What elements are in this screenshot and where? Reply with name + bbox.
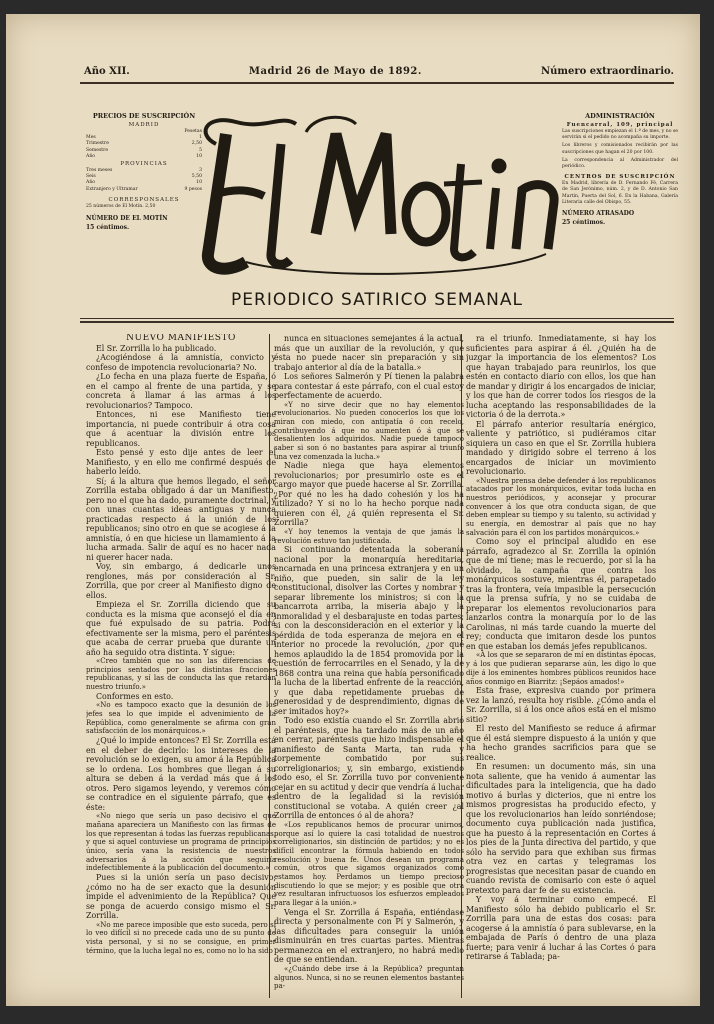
price-value: 9 pesos bbox=[184, 186, 202, 192]
article-paragraph: Voy, sin embargo, á dedicarle unos renglones, más por consideración al Sr. Zorrilla, que por creer al Manifiesto digno de ellos. bbox=[86, 562, 276, 600]
article-paragraph: El Sr. Zorrilla lo ha publicado. bbox=[96, 343, 217, 353]
article-paragraph: Entonces, ni ese Manifiesto tiene importancia, ni puede contribuir á otra cosa que á acentuar la división entre los republicanos. bbox=[86, 410, 276, 448]
article-paragraph: En resumen: un documento más, sin una nota saliente, que ha venido á aumentar las dificultades para la inteligencia, que ha dado motivo á burlas y dicterios, que ni entre los mismos progresistas ha producido efecto, y que los revolucionarios han leído sonriéndose; documento cuya publicación nada justifica, que ha puesto á la representación en Cortes á los pies de la Junta directiva del partido, y que sólo ha servido para que exhiban sus firmas otra vez en cartas y telegramas los progresistas que necesitan pasar de cuando en cuando revista de comisario con este ó aquel pretexto para dar fe de su existencia. bbox=[466, 762, 656, 895]
admin-paragraph: Las suscripciones empiezan el 1.º de mes, y no se servirán si el pedido no acompaña su importe. bbox=[562, 129, 678, 141]
article-paragraph: «Y hoy tenemos la ventaja de que jamás la revolución estuvo tan justificada. bbox=[274, 527, 464, 545]
article-paragraph: Los señores Salmerón y Pí tienen la palabra para contestar á este párrafo, con el cual estoy perfectamente de acuerdo. bbox=[274, 372, 464, 400]
masthead-logo bbox=[186, 104, 566, 284]
masthead-subtitle: PERIODICO SATIRICO SEMANAL bbox=[231, 290, 523, 310]
article-column-1 bbox=[86, 334, 276, 1002]
numero-heading: NÚMERO DE EL MOTÍN bbox=[86, 215, 168, 223]
header-line bbox=[84, 66, 674, 77]
price-value: 5,50 bbox=[191, 174, 202, 180]
price-label: Año bbox=[86, 180, 96, 186]
article-paragraph: «No me parece imposible que esto suceda, pero sí lo veo difícil si no precede cada uno de su punto de vista personal, y si no se consigue, en primer término, que la lucha legal no es, como no lo ha sido bbox=[86, 920, 276, 955]
article-column-2 bbox=[274, 334, 464, 1002]
price-value: 10 bbox=[196, 180, 202, 186]
numero-price: 15 céntimos. bbox=[86, 224, 130, 232]
article-paragraph: Esta frase, expresiva cuando por primera vez la lanzó, resulta hoy risible. ¿Cómo anda el Sr. Zorrilla, si á los once años está en el mismo sitio? bbox=[466, 686, 656, 724]
price-label: Extranjero y Ultramar bbox=[86, 186, 138, 192]
article-title: NUEVO MANIFIESTO bbox=[126, 334, 236, 343]
article-paragraph: «Nuestra prensa debe defender á los republicanos atacados por los monárquicos, evitar toda lucha en nuestros periódicos, y aconsejar y procurar convencer á los que otra conducta sigan, de que deben emplear su tiempo y su talento, su actividad y su energía, en demostrar al país que no hay salvación para él con los partidos monárquicos.» bbox=[466, 476, 656, 537]
corresponsales-text: 25 números de El Motín. 2,50 bbox=[86, 203, 156, 209]
article-paragraph: «Y no sirve decir que no hay elementos revolucionarios. No pueden conocerlos los que los miran con miedo, con antipatía ó con recelo, contribuyendo á que no aumenten ó á que se desalienten los adquiridos. Nadie puede tampoco saber si son ó no bastantes para aspirar al triunfo una vez comenzada la lucha.» bbox=[274, 400, 464, 461]
price-value: 5 bbox=[199, 147, 202, 153]
subtitle-rule-double bbox=[80, 321, 674, 323]
price-value: 3 bbox=[199, 168, 202, 174]
price-value: 10 bbox=[196, 153, 202, 159]
article-paragraph: Sí; á la altura que hemos llegado, el señor Zorrilla estaba obligado á dar un Manifiesto, pero no el que ha dado, puramente doctrinal, y con unas cuantas ideas antiguas y nunca practicadas respecto á la unión de los republicanos; sino otro en que se acogiese á la amnistía, ó en que hiciese un llamamiento á la lucha armada. Salir de aquí es no hacer nada ni querer hacer nada. bbox=[86, 476, 276, 562]
article-paragraph: Y voy á terminar como empecé. El Manifiesto sólo ha debido publicarlo el Sr. Zorrilla para una de estas dos cosas: para acogerse á la amnistía ó para sublevarse, en la embajada de París ó dentro de una plaza fuerte; para venir á luchar á las Cortes ó para retirarse á Tablada; pa- bbox=[466, 895, 656, 962]
article-paragraph: Venga el Sr. Zorrilla á España, entiéndase directa y personalmente con Pí y Salmerón, y las dificultades para conseguir la unión disminuirán en tres cuartas partes. Mientras permanezca en el extranjero, no habrá medio de que se entiendan. bbox=[274, 907, 464, 965]
article-paragraph: «Creo también que no son las diferencias de principios sentados por las distintas fracciones republicanas, y sí las de conducta las que retardan nuestro triunfo.» bbox=[86, 657, 276, 692]
price-label: Trimestre bbox=[86, 141, 109, 147]
article-paragraph: ¿Qué lo impide entonces? El Sr. Zorrilla está en el deber de decirlo: los intereses de la revolución se lo exigen, su amor á la República se lo ordena. Los hombres que llegan á su altura se deben á la verdad más que á los otros. Pero sigamos leyendo, y veremos cómo se contradice en el siguiente párrafo, que es éste: bbox=[86, 736, 276, 812]
price-label: Año bbox=[86, 153, 96, 159]
article-paragraph: Todo eso existía cuando el Sr. Zorrilla abrió el paréntesis, que ha tardado más de un año en cerrar, paréntesis que hizo indispensable el manifiesto de Santa Marta, tan ruda y torpemente combatido por sus correligionarios; y, sin embargo, existiendo todo eso, el Sr. Zorrilla tuvo por conveniente cejar en su actitud y decir que vendría á luchar dentro de la legalidad si la revisión constitucional se votaba. A quién creer ¿al Zorrilla de entonces ó al de ahora? bbox=[274, 716, 464, 821]
article-paragraph: ¿Acogiéndose á la amnistía, convicto y confeso de impotencia revolucionaria? No. bbox=[86, 353, 276, 372]
subscription-heading: PRECIOS DE SUSCRIPCIÓN bbox=[92, 112, 196, 120]
article-paragraph: ra el triunfo. Inmediatamente, si hay los suficientes para aspirar á él. ¿Quién ha de juzgar la importancia de los elementos? Los que hayan trabajado para reunirlos, los que estén en contacto diario con ellos, los que han de mandar y dirigir á los encargados de iniciar, y los que han de correr todos los riesgos de la lucha aceptando las responsabilidades de la victoria ó de la derrota.» bbox=[466, 334, 656, 419]
atrasado-heading: NÚMERO ATRASADO bbox=[562, 210, 635, 218]
subtitle-rule bbox=[80, 318, 674, 319]
article-paragraph: «¿Cuándo debe irse á la República? preguntan algunos. Nunca, si no se reunen elementos bastantes pa- bbox=[274, 964, 464, 991]
price-label: Mes bbox=[86, 135, 96, 141]
article-column-3 bbox=[466, 334, 656, 1002]
article-paragraph: Conformes en esto. bbox=[96, 691, 174, 701]
article-paragraph: «Los republicanos hemos de procurar unirnos, porque así lo quiere la casi totalidad de nuestros correligionarios, sin distinción de partidos; y no es difícil encontrar la fórmula habiendo en todos resolución y buena fe. Unos desean un programa común, otros que sigamos organizados como estamos hoy. Perdamos un tiempo precioso discutiendo lo que se mejor; y es posible que otra vez resultaran infructuosos los esfuerzos empleados para llegar á la unión.» bbox=[274, 820, 464, 908]
article-paragraph: «No es tampoco exacto que la desunión de los jefes sea lo que impide el advenimiento de la República, como generalmente se afirma con gran satisfacción de los monárquicos.» bbox=[86, 701, 276, 736]
article-paragraph: nunca en situaciones semejantes á la actual, más que un auxiliar de la revolución, y que ésta no puede nacer sin preparación y sin trabajo anterior al día de la batalla.» bbox=[274, 334, 464, 372]
provincias-heading: PROVINCIAS bbox=[120, 161, 168, 168]
price-value: 2,50 bbox=[191, 141, 202, 147]
atrasado-price: 25 céntimos. bbox=[562, 219, 606, 227]
article-paragraph: ¿Lo fecha en una plaza fuerte de España, ó en el campo al frente de una partida, y se concreta á llamar á las armas á los revolucionarios? Tampoco. bbox=[86, 372, 276, 410]
price-value: 1 bbox=[199, 135, 202, 141]
article-paragraph: Empieza el Sr. Zorrilla diciendo que su conducta es la misma que aconsejó el día en que fué expulsado de su patria. Podrá efectivamente ser la misma, pero el paréntesis que acaba de cerrar prueba que durante un año ha seguido otra distinta. Y sigue: bbox=[86, 600, 276, 657]
newspaper-page bbox=[6, 14, 700, 1006]
corresponsales-heading: CORRESPONSALES bbox=[108, 196, 180, 203]
header-rule bbox=[80, 82, 674, 84]
article-paragraph: Nadie niega que haya elementos revolucionarios; por presumirlo oste es el cargo mayor que puede hacerse al Sr. Zorrilla. ¿Por qué no les ha dado cohesión y los ha utilizado? Y si no lo ha hecho porque nada quieren con él, ¿á quién representa el Sr. Zorrilla? bbox=[274, 461, 464, 528]
price-label: Semestre bbox=[86, 147, 109, 153]
madrid-heading: MADRID bbox=[128, 122, 160, 128]
administracion-heading: ADMINISTRACIÓN bbox=[585, 112, 655, 120]
admin-paragraph: La correspondencia al Administrador del periódico. bbox=[562, 157, 678, 170]
article-paragraph: «No niego que sería un paso decisivo el que mañana apareciera un Manifiesto con las firmas de los que representan á todas las fuerzas republicanas, y que si aquel contuviese un programa de principios único, sería vana la resistencia de nuestros adversarios á la acción que seguiría indefectiblemente á la publicación del documento.» bbox=[86, 812, 276, 873]
price-label: Tres meses bbox=[86, 168, 113, 174]
centros-heading: CENTROS DE SUSCRIPCIÓN bbox=[564, 174, 676, 181]
pesetas-label: Pesetas bbox=[184, 129, 202, 134]
administracion-address: Fuencarral, 109, principal bbox=[566, 122, 674, 128]
article-paragraph: Si continuando detentada la soberanía nacional por la monarquía hereditaria, encarnada en una princesa extranjera y en un niño, que pueden, sin salir de la ley constitucional, disolver las Cortes y nombrar y separar libremente los ministros; si con la bancarrota arriba, la miseria abajo y la inmoralidad y el desbarajuste en todas partes; si con la desconsideración en el exterior y la pérdida de toda esperanza de mejora en el interior no procede la revolución, ¿por qué hemos aplaudido la de 1854 promovida por la cuestión de ferrocarriles en el Senado, y la de 1868 contra una reina que había personificado la lucha de la libertad enfrente de la reacción, y que daba repetidamente pruebas de generosidad y de desprendimiento, dignas de ser imitados hoy?» bbox=[274, 545, 464, 716]
centros-text: En Madrid, librería de D. Fernando Fé, Carrera de San Jerónimo, núm. 2, y de D. Antonio San Martín, Puerta del Sol, 6. En la Habana, Galería Literaria calle del Obispo, 55. bbox=[562, 181, 678, 205]
year-label: Año XII. bbox=[84, 66, 130, 77]
article-paragraph: Como soy el principal aludido en ese párrafo, agradezco al Sr. Zorrilla la opinión que de mí tiene; mas le recuerdo, por si la ha olvidado, la campaña que contra los monárquicos sostuve, mientras él, parapetado tras la frontera, veía impasible la persecución que la prensa sufría, y no se cuidaba de preparar los elementos revolucionarios para lanzarlos contra la monarquía por lo de las Carolinas, ni más tarde cuando la muerte del rey; conducta que imitaron desde los puntos en que estaban los demás jefes republicanos. bbox=[466, 537, 656, 651]
edition-label: Número extraordinario. bbox=[540, 66, 674, 77]
subscription-box bbox=[86, 112, 202, 232]
date-label: Madrid 26 de Mayo de 1892. bbox=[248, 66, 422, 77]
article-paragraph: El párrafo anterior resultaría enérgico, valiente y patriótico, si pudiéramos citar siquiera un caso en que el Sr. Zorrilla hubiera mandado y dirigido sobre el terreno á los encargados de iniciar un movimiento revolucionario. bbox=[466, 419, 656, 476]
price-row bbox=[86, 187, 202, 193]
price-label: Seis bbox=[86, 174, 96, 180]
article-paragraph: Esto pensé y esto dije antes de leer el Manifiesto, y en ello me confirmé después de haberlo leído. bbox=[86, 448, 276, 476]
article-paragraph: Pues si la unión sería un paso decisivo, ¿cómo no ha de ser exacto que la desunión impide el advenimiento de la República? Que se ponga de acuerdo consigo mismo el Sr. Zorrilla. bbox=[86, 873, 276, 921]
admin-paragraph: Los libreros y comisionados recibirán por las suscripciones que hagan el 20 por 100. bbox=[562, 143, 678, 155]
article-paragraph: El resto del Manifiesto se reduce á afirmar que él está siempre dispuesto á la unión y que ha hecho grandes sacrificios para que se realice. bbox=[466, 724, 656, 762]
article-paragraph: «A los que se separaron de mí en distintas épocas, y á los que pudieran separarse aún, les digo lo que dije á los eminentes hombres públicos reunidos hace años conmigo en Biarritz: ¡Sepáos amados!» bbox=[466, 651, 656, 686]
administracion-box bbox=[562, 112, 678, 227]
